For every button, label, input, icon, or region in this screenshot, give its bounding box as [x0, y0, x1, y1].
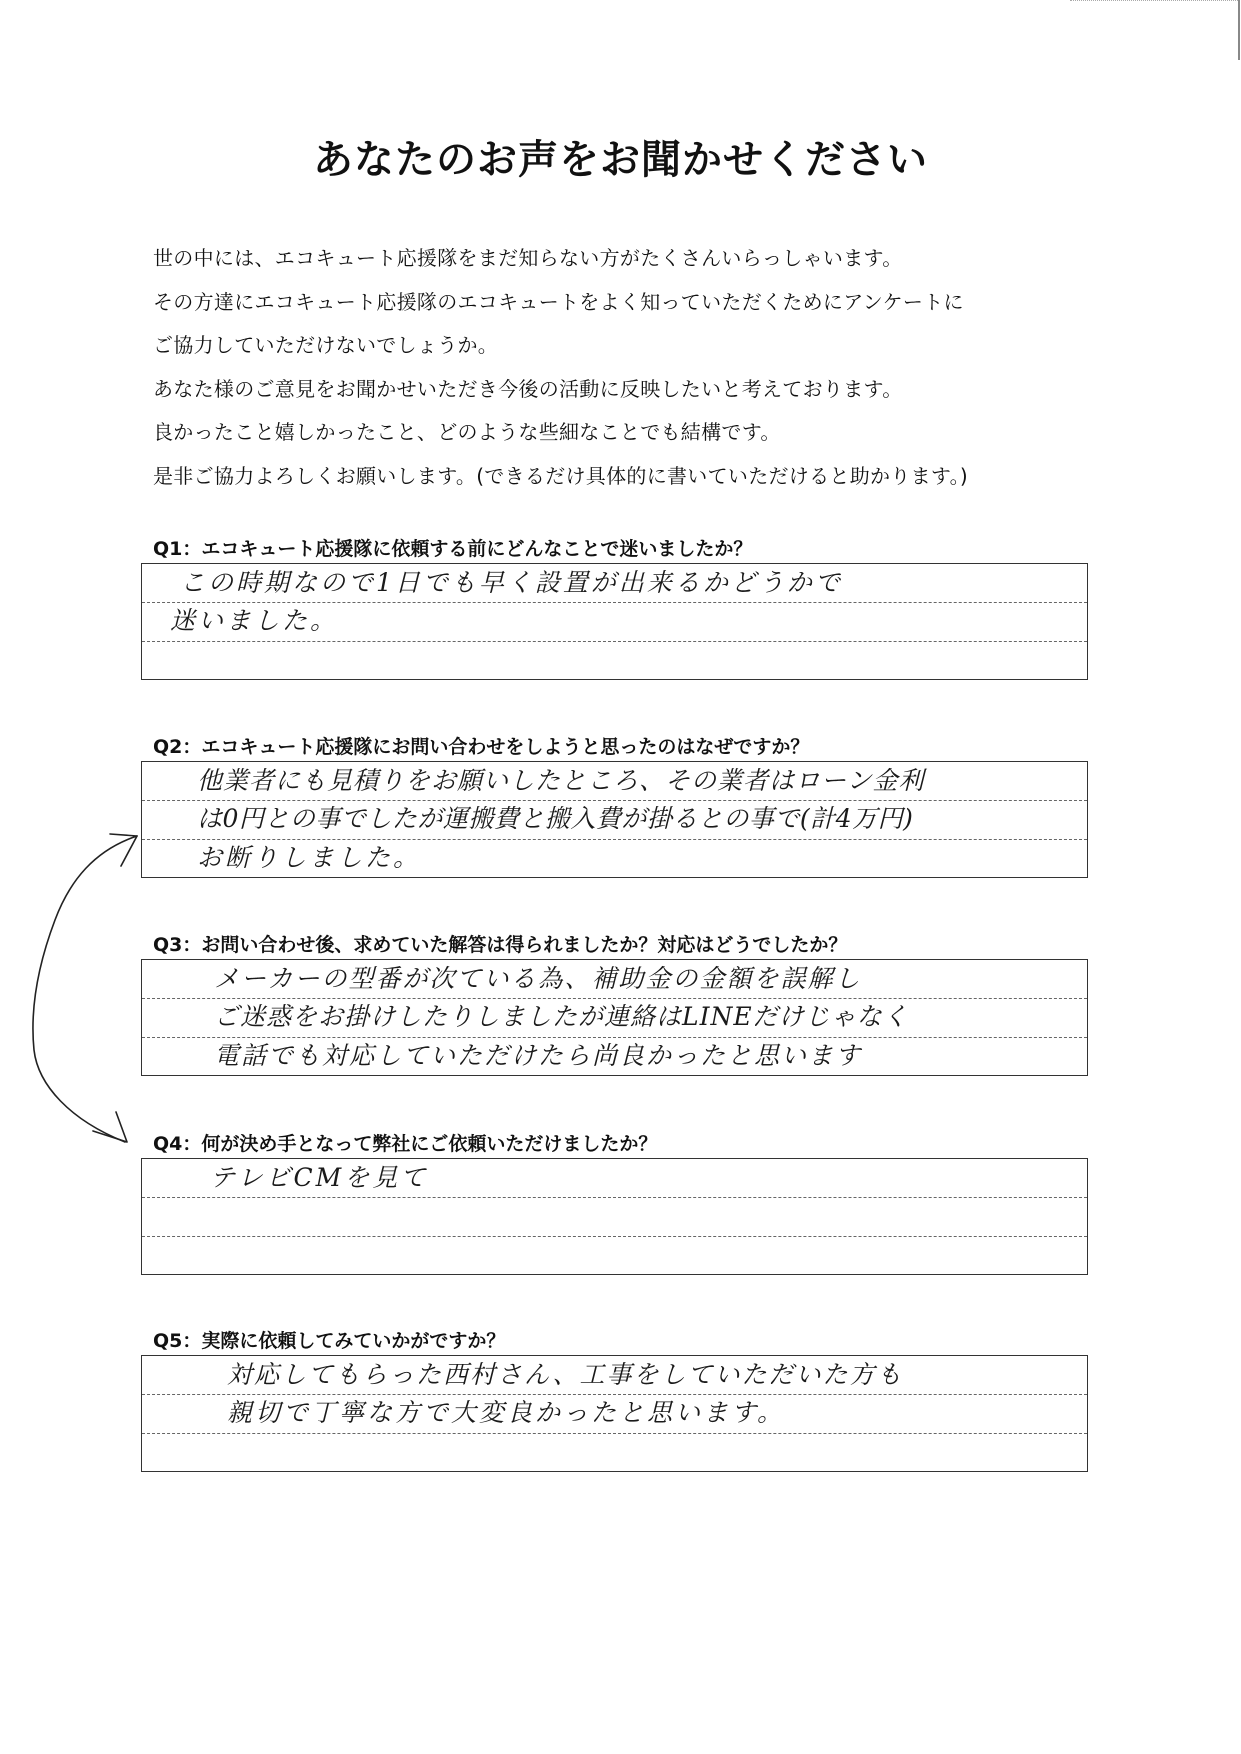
intro-paragraph [153, 237, 1153, 498]
page-title: あなたのお声をお聞かせください [313, 137, 928, 183]
question-3-answer-box [141, 959, 1088, 1076]
handwritten-answer-line: この時期なので1日でも早く設置が出来るかどうかで [180, 568, 843, 597]
intro-line: 世の中には、エコキュート応援隊をまだ知らない方がたくさんいらっしゃいます。 [153, 246, 903, 270]
handwritten-answer-line [180, 1197, 1077, 1235]
intro-line: その方達にエコキュート応援隊のエコキュートをよく知っていただくためにアンケートに [153, 289, 964, 314]
handwritten-answer-line: お断りしました。 [197, 843, 422, 872]
handwritten-answer-line: テレビCMを見て [210, 1163, 429, 1192]
question-4-answer-box [141, 1158, 1088, 1275]
question-5-label: Q5：実際に依頼してみていかがですか？ [153, 1330, 506, 1352]
intro-line: ご協力していただけないでしょうか。 [153, 333, 499, 357]
handwritten-answer-line: は0円との事でしたが運搬費と搬入費が掛るとの事で(計4万円) [197, 804, 914, 833]
handwritten-answer-line [180, 641, 1077, 679]
question-3-label: Q3：お問い合わせ後、求めていた解答は得られましたか？対応はどうでしたか？ [153, 934, 848, 956]
handwritten-answer-line: ご迷惑をお掛けしたりしましたが連絡はLINEだけじゃなく [214, 1002, 909, 1031]
handwritten-answer-line: 対応してもらった西村さん、工事をしていただいた方も [227, 1360, 904, 1389]
question-5-answer-box [141, 1355, 1088, 1472]
intro-line: 是非ご協力よろしくお願いします。(できるだけ具体的に書いていただけると助かります。) [153, 463, 969, 488]
intro-line: 良かったこと嬉しかったこと、どのような些細なことでも結構です。 [153, 420, 781, 444]
intro-line: あなた様のご意見をお聞かせいただき今後の活動に反映したいと考えております。 [153, 376, 903, 401]
handwritten-answer-line: 他業者にも見積りをお願いしたところ、その業者はローン金利 [197, 766, 925, 795]
handdrawn-arrow-icon [0, 0, 200, 1200]
question-1-label: Q1：エコキュート応援隊に依頼する前にどんなことで迷いましたか？ [153, 538, 753, 560]
handwritten-answer-line: 迷いました。 [170, 606, 339, 635]
question-2-label: Q2：エコキュート応援隊にお問い合わせをしようと思ったのはなぜですか？ [153, 736, 810, 758]
question-1-answer-box [141, 563, 1088, 680]
handwritten-answer-line: 電話でも対応していただけたら尚良かったと思います [214, 1041, 863, 1070]
handwritten-answer-line: メーカーの型番が次ている為、補助金の金額を誤解し [214, 964, 862, 993]
scan-artifact-edge [1238, 0, 1240, 60]
question-4-label: Q4：何が決め手となって弊社にご依頼いただけましたか？ [153, 1133, 658, 1155]
scan-artifact-top [1070, 0, 1238, 3]
handwritten-answer-line: 親切で丁寧な方で大変良かったと思います。 [227, 1398, 786, 1427]
question-2-answer-box [141, 761, 1088, 878]
handwritten-answer-line [180, 1433, 1077, 1471]
handwritten-answer-line [180, 1236, 1077, 1274]
